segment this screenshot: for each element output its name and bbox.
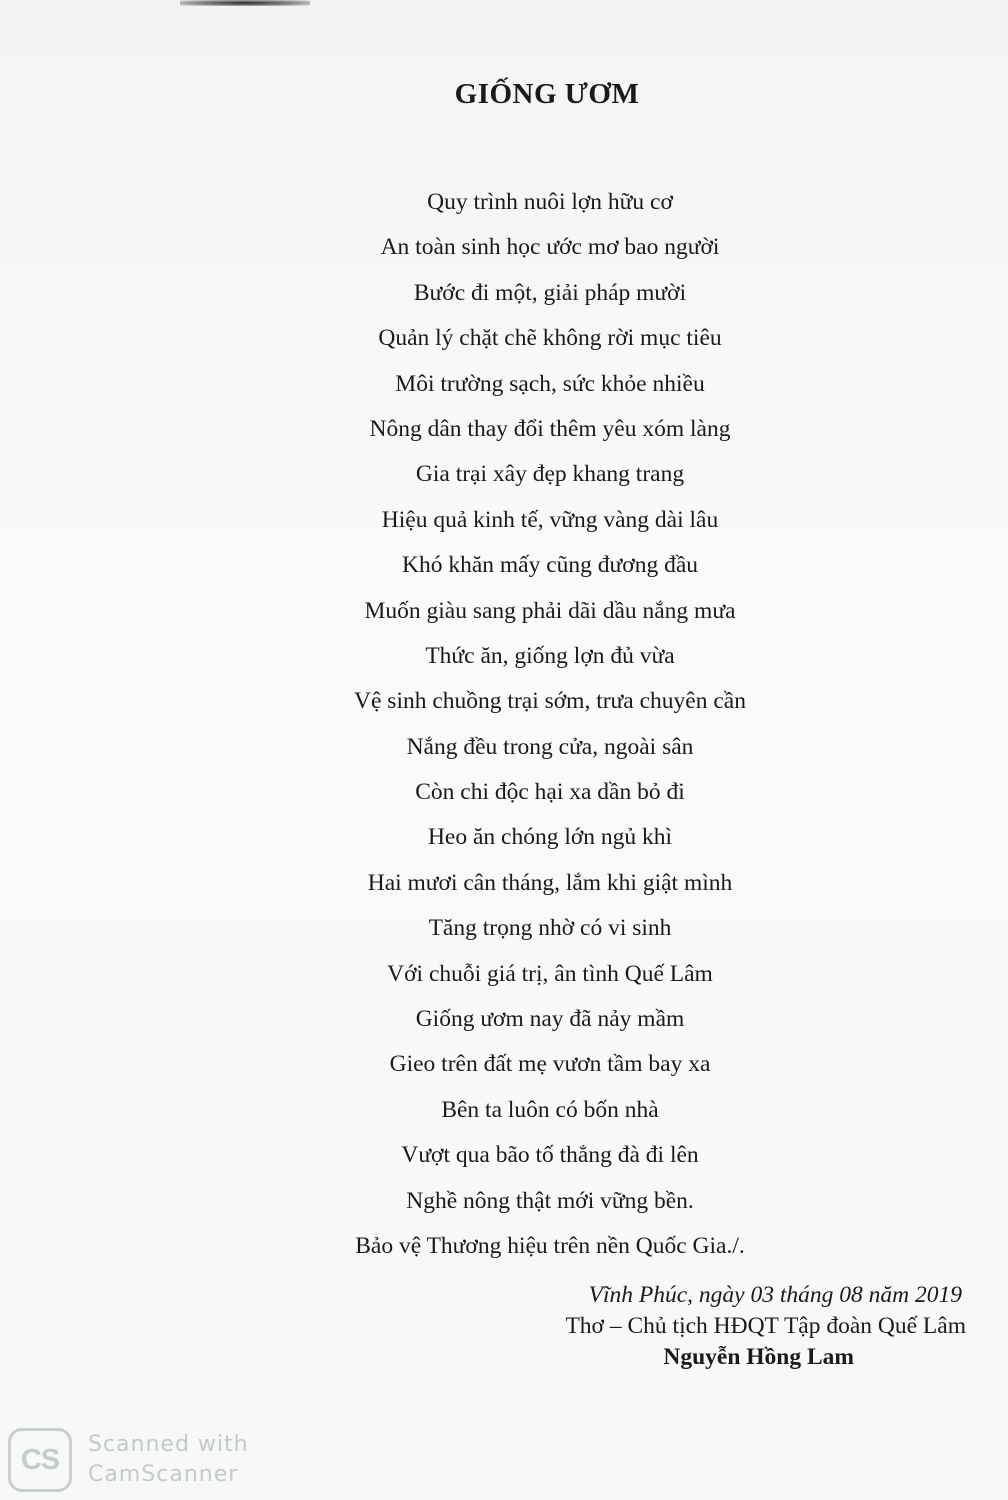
- signature-role: Thơ – Chủ tịch HĐQT Tập đoàn Quế Lâm: [565, 1313, 966, 1339]
- camscanner-logo-icon: [8, 1428, 72, 1492]
- poem-line: Còn chi độc hại xa dần bỏ đi: [415, 779, 685, 806]
- signature-name: Nguyễn Hồng Lam: [663, 1344, 854, 1370]
- poem-line: Nông dân thay đổi thêm yêu xóm làng: [369, 415, 731, 442]
- poem-line: Bước đi một, giải pháp mười: [413, 279, 687, 306]
- poem-line: Vượt qua bão tố thẳng đà đi lên: [401, 1142, 699, 1169]
- poem-line: Với chuỗi giá trị, ân tình Quế Lâm: [387, 960, 713, 987]
- poem-line: Nghề nông thật mới vững bền.: [406, 1187, 694, 1214]
- poem-title: GIỐNG ƯƠM: [454, 78, 640, 110]
- poem-line: Bảo vệ Thương hiệu trên nền Quốc Gia./.: [355, 1232, 745, 1259]
- signature-date: Vĩnh Phúc, ngày 03 tháng 08 năm 2019: [588, 1282, 962, 1308]
- scan-edge-shadow: [180, 0, 310, 6]
- camscanner-line-2: CamScanner: [88, 1462, 239, 1487]
- poem-line: Giống ươm nay đã nảy mầm: [415, 1006, 685, 1033]
- camscanner-watermark: [8, 1428, 249, 1492]
- poem-line: Tăng trọng nhờ có vi sinh: [428, 915, 672, 942]
- poem-line: Hiệu quả kinh tế, vững vàng dài lâu: [381, 506, 719, 533]
- poem-line: An toàn sinh học ước mơ bao người: [380, 234, 720, 261]
- poem-line: Quản lý chặt chẽ không rời mục tiêu: [378, 325, 722, 352]
- poem-line: Vệ sinh chuồng trại sớm, trưa chuyên cần: [354, 688, 746, 715]
- poem-line: Hai mươi cân tháng, lắm khi giật mình: [367, 869, 733, 896]
- poem-line: Nắng đều trong cửa, ngoài sân: [406, 733, 694, 760]
- poem-line: Quy trình nuôi lợn hữu cơ: [427, 189, 673, 215]
- camscanner-line-1: Scanned with: [88, 1432, 249, 1457]
- poem-line: Bên ta luôn có bốn nhà: [441, 1096, 659, 1123]
- signature-block: [565, 1280, 966, 1373]
- poem-line: Gieo trên đất mẹ vươn tầm bay xa: [389, 1051, 711, 1078]
- camscanner-logo-text: CS: [20, 1443, 60, 1476]
- camscanner-text: [88, 1430, 249, 1490]
- poem-line: Môi trường sạch, sức khỏe nhiều: [395, 370, 705, 397]
- poem-body: [0, 182, 1008, 1271]
- poem-line: Khó khăn mấy cũng đương đầu: [401, 552, 698, 579]
- poem-line: Muốn giàu sang phải dãi dầu nắng mưa: [364, 597, 736, 624]
- poem-line: Thức ăn, giống lợn đủ vừa: [425, 642, 675, 669]
- poem-line: Gia trại xây đẹp khang trang: [415, 461, 685, 488]
- poem-line: Heo ăn chóng lớn ngủ khì: [427, 824, 673, 851]
